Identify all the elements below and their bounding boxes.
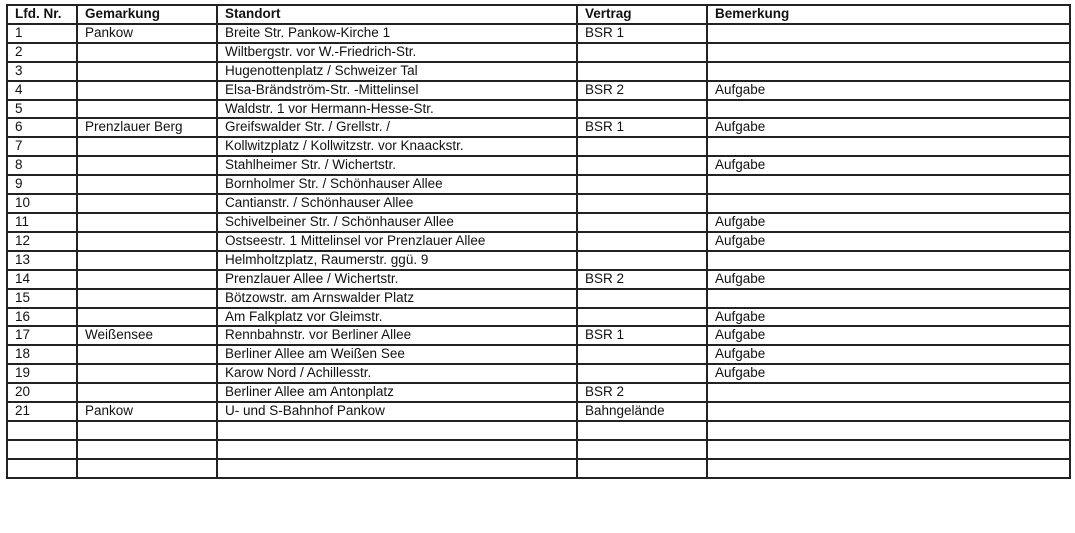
cell-bemerkung: Aufgabe bbox=[707, 213, 1070, 232]
cell-bemerkung bbox=[707, 137, 1070, 156]
cell-vertrag: BSR 1 bbox=[577, 118, 707, 137]
cell-lfd-nr: 19 bbox=[7, 364, 77, 383]
cell-bemerkung: Aufgabe bbox=[707, 118, 1070, 137]
cell-bemerkung bbox=[707, 24, 1070, 43]
table-row bbox=[7, 137, 1070, 156]
header-standort: Standort bbox=[217, 5, 577, 24]
cell-gemarkung bbox=[77, 232, 217, 251]
cell-gemarkung bbox=[77, 213, 217, 232]
cell-lfd-nr: 20 bbox=[7, 383, 77, 402]
cell-vertrag bbox=[577, 137, 707, 156]
cell-bemerkung bbox=[707, 251, 1070, 270]
cell-vertrag bbox=[577, 232, 707, 251]
cell-gemarkung: Weißensee bbox=[77, 326, 217, 345]
cell-vertrag bbox=[577, 213, 707, 232]
table-row bbox=[7, 289, 1070, 308]
cell-vertrag bbox=[577, 459, 707, 478]
cell-standort: Elsa-Brändström-Str. -Mittelinsel bbox=[217, 81, 577, 100]
cell-lfd-nr: 10 bbox=[7, 194, 77, 213]
cell-gemarkung bbox=[77, 100, 217, 119]
cell-lfd-nr: 3 bbox=[7, 62, 77, 81]
cell-bemerkung: Aufgabe bbox=[707, 345, 1070, 364]
table-row bbox=[7, 345, 1070, 364]
cell-vertrag bbox=[577, 156, 707, 175]
cell-vertrag: Bahngelände bbox=[577, 402, 707, 421]
cell-standort: Am Falkplatz vor Gleimstr. bbox=[217, 308, 577, 327]
cell-lfd-nr: 17 bbox=[7, 326, 77, 345]
cell-bemerkung: Aufgabe bbox=[707, 81, 1070, 100]
cell-bemerkung: Aufgabe bbox=[707, 364, 1070, 383]
cell-bemerkung bbox=[707, 383, 1070, 402]
cell-lfd-nr bbox=[7, 421, 77, 440]
cell-standort: Greifswalder Str. / Grellstr. / bbox=[217, 118, 577, 137]
cell-bemerkung bbox=[707, 289, 1070, 308]
cell-gemarkung bbox=[77, 81, 217, 100]
cell-vertrag bbox=[577, 289, 707, 308]
cell-bemerkung: Aufgabe bbox=[707, 156, 1070, 175]
cell-gemarkung bbox=[77, 383, 217, 402]
table-row bbox=[7, 213, 1070, 232]
cell-vertrag bbox=[577, 194, 707, 213]
table-row bbox=[7, 402, 1070, 421]
cell-vertrag bbox=[577, 43, 707, 62]
cell-gemarkung bbox=[77, 251, 217, 270]
cell-lfd-nr: 12 bbox=[7, 232, 77, 251]
cell-standort: Prenzlauer Allee / Wichertstr. bbox=[217, 270, 577, 289]
cell-standort: Helmholtzplatz, Raumerstr. ggü. 9 bbox=[217, 251, 577, 270]
cell-standort: Bötzowstr. am Arnswalder Platz bbox=[217, 289, 577, 308]
cell-vertrag: BSR 2 bbox=[577, 383, 707, 402]
table-row bbox=[7, 364, 1070, 383]
cell-lfd-nr: 1 bbox=[7, 24, 77, 43]
cell-lfd-nr: 7 bbox=[7, 137, 77, 156]
cell-standort: Schivelbeiner Str. / Schönhauser Allee bbox=[217, 213, 577, 232]
cell-standort: Hugenottenplatz / Schweizer Tal bbox=[217, 62, 577, 81]
cell-vertrag bbox=[577, 364, 707, 383]
header-bemerkung: Bemerkung bbox=[707, 5, 1070, 24]
table-row bbox=[7, 118, 1070, 137]
cell-vertrag bbox=[577, 345, 707, 364]
cell-gemarkung bbox=[77, 194, 217, 213]
cell-standort: Cantianstr. / Schönhauser Allee bbox=[217, 194, 577, 213]
cell-lfd-nr: 8 bbox=[7, 156, 77, 175]
table-row bbox=[7, 175, 1070, 194]
cell-bemerkung: Aufgabe bbox=[707, 308, 1070, 327]
cell-bemerkung bbox=[707, 194, 1070, 213]
cell-gemarkung bbox=[77, 43, 217, 62]
table-row bbox=[7, 24, 1070, 43]
cell-bemerkung: Aufgabe bbox=[707, 326, 1070, 345]
cell-vertrag: BSR 1 bbox=[577, 24, 707, 43]
cell-standort: Ostseestr. 1 Mittelinsel vor Prenzlauer Allee bbox=[217, 232, 577, 251]
cell-lfd-nr: 9 bbox=[7, 175, 77, 194]
table-row bbox=[7, 383, 1070, 402]
cell-vertrag: BSR 2 bbox=[577, 270, 707, 289]
cell-gemarkung bbox=[77, 270, 217, 289]
cell-standort: Karow Nord / Achillesstr. bbox=[217, 364, 577, 383]
cell-standort bbox=[217, 421, 577, 440]
header-gemarkung: Gemarkung bbox=[77, 5, 217, 24]
cell-lfd-nr: 18 bbox=[7, 345, 77, 364]
cell-standort: Stahlheimer Str. / Wichertstr. bbox=[217, 156, 577, 175]
cell-bemerkung: Aufgabe bbox=[707, 270, 1070, 289]
cell-vertrag bbox=[577, 251, 707, 270]
cell-gemarkung bbox=[77, 440, 217, 459]
cell-bemerkung bbox=[707, 175, 1070, 194]
cell-bemerkung bbox=[707, 459, 1070, 478]
cell-lfd-nr: 14 bbox=[7, 270, 77, 289]
cell-gemarkung: Prenzlauer Berg bbox=[77, 118, 217, 137]
cell-lfd-nr: 2 bbox=[7, 43, 77, 62]
cell-vertrag bbox=[577, 175, 707, 194]
cell-standort: Rennbahnstr. vor Berliner Allee bbox=[217, 326, 577, 345]
cell-lfd-nr: 4 bbox=[7, 81, 77, 100]
cell-gemarkung: Pankow bbox=[77, 24, 217, 43]
cell-bemerkung bbox=[707, 440, 1070, 459]
cell-gemarkung bbox=[77, 345, 217, 364]
cell-standort bbox=[217, 440, 577, 459]
cell-lfd-nr: 16 bbox=[7, 308, 77, 327]
cell-standort: Kollwitzplatz / Kollwitzstr. vor Knaackstr. bbox=[217, 137, 577, 156]
cell-vertrag: BSR 2 bbox=[577, 81, 707, 100]
cell-gemarkung bbox=[77, 156, 217, 175]
cell-standort bbox=[217, 459, 577, 478]
cell-bemerkung: Aufgabe bbox=[707, 232, 1070, 251]
cell-vertrag bbox=[577, 308, 707, 327]
cell-gemarkung bbox=[77, 62, 217, 81]
table-row bbox=[7, 194, 1070, 213]
cell-gemarkung bbox=[77, 289, 217, 308]
cell-lfd-nr: 21 bbox=[7, 402, 77, 421]
cell-standort: Wiltbergstr. vor W.-Friedrich-Str. bbox=[217, 43, 577, 62]
location-table-container bbox=[6, 4, 1071, 479]
table-row bbox=[7, 421, 1070, 440]
cell-gemarkung bbox=[77, 459, 217, 478]
table-row bbox=[7, 232, 1070, 251]
cell-bemerkung bbox=[707, 62, 1070, 81]
table-header-row bbox=[7, 5, 1070, 24]
cell-gemarkung bbox=[77, 421, 217, 440]
cell-gemarkung bbox=[77, 308, 217, 327]
table-row bbox=[7, 81, 1070, 100]
cell-standort: Berliner Allee am Weißen See bbox=[217, 345, 577, 364]
cell-vertrag bbox=[577, 440, 707, 459]
cell-gemarkung bbox=[77, 364, 217, 383]
cell-bemerkung bbox=[707, 100, 1070, 119]
cell-vertrag: BSR 1 bbox=[577, 326, 707, 345]
cell-bemerkung bbox=[707, 43, 1070, 62]
table-row bbox=[7, 156, 1070, 175]
table-row bbox=[7, 326, 1070, 345]
cell-gemarkung: Pankow bbox=[77, 402, 217, 421]
cell-lfd-nr: 11 bbox=[7, 213, 77, 232]
cell-lfd-nr bbox=[7, 440, 77, 459]
table-row bbox=[7, 62, 1070, 81]
table-body bbox=[7, 24, 1070, 478]
cell-vertrag bbox=[577, 100, 707, 119]
table-row bbox=[7, 100, 1070, 119]
table-row bbox=[7, 251, 1070, 270]
cell-vertrag bbox=[577, 421, 707, 440]
header-lfd-nr: Lfd. Nr. bbox=[7, 5, 77, 24]
cell-standort: U- und S-Bahnhof Pankow bbox=[217, 402, 577, 421]
table-row bbox=[7, 308, 1070, 327]
cell-gemarkung bbox=[77, 175, 217, 194]
cell-standort: Waldstr. 1 vor Hermann-Hesse-Str. bbox=[217, 100, 577, 119]
cell-lfd-nr: 6 bbox=[7, 118, 77, 137]
cell-vertrag bbox=[577, 62, 707, 81]
cell-bemerkung bbox=[707, 402, 1070, 421]
header-vertrag: Vertrag bbox=[577, 5, 707, 24]
cell-lfd-nr bbox=[7, 459, 77, 478]
cell-lfd-nr: 13 bbox=[7, 251, 77, 270]
table-row bbox=[7, 43, 1070, 62]
table-row bbox=[7, 270, 1070, 289]
cell-bemerkung bbox=[707, 421, 1070, 440]
cell-lfd-nr: 5 bbox=[7, 100, 77, 119]
cell-standort: Berliner Allee am Antonplatz bbox=[217, 383, 577, 402]
cell-standort: Bornholmer Str. / Schönhauser Allee bbox=[217, 175, 577, 194]
cell-lfd-nr: 15 bbox=[7, 289, 77, 308]
table-row bbox=[7, 440, 1070, 459]
location-table bbox=[6, 4, 1071, 479]
cell-gemarkung bbox=[77, 137, 217, 156]
cell-standort: Breite Str. Pankow-Kirche 1 bbox=[217, 24, 577, 43]
table-row bbox=[7, 459, 1070, 478]
